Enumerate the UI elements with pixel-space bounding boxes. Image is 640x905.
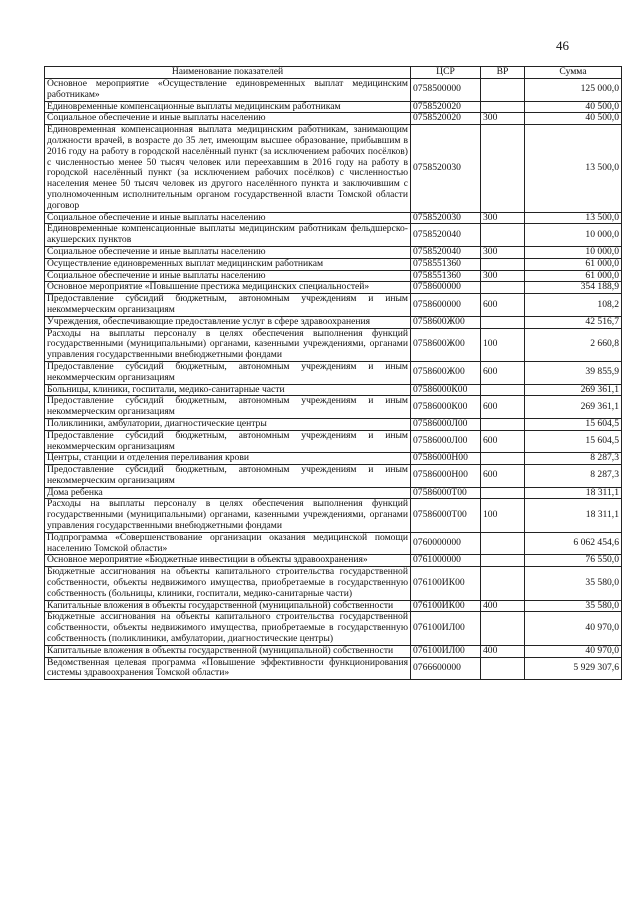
- row-csr-code: 0758520020: [411, 113, 481, 125]
- table-row: [45, 79, 622, 102]
- header-name: Наименование показателей: [45, 67, 411, 79]
- row-csr-code: 0761000000: [411, 555, 481, 567]
- row-csr-code: 076100ИК00: [411, 567, 481, 600]
- table-row: [45, 361, 622, 384]
- row-sum: 18 311,1: [525, 487, 622, 499]
- header-vr: ВР: [481, 67, 525, 79]
- row-sum: 15 604,5: [525, 418, 622, 430]
- row-vr-code: 600: [481, 294, 525, 317]
- table-row: [45, 282, 622, 294]
- row-csr-code: 07586000Т00: [411, 487, 481, 499]
- row-csr-code: 0766600000: [411, 657, 481, 680]
- row-vr-code: 600: [481, 361, 525, 384]
- table-row: [45, 465, 622, 488]
- table-row: [45, 612, 622, 645]
- table-row: [45, 600, 622, 612]
- header-csr: ЦСР: [411, 67, 481, 79]
- row-sum: 2 660,8: [525, 328, 622, 361]
- table-row: [45, 270, 622, 282]
- row-vr-code: [481, 384, 525, 396]
- row-sum: 18 311,1: [525, 499, 622, 532]
- row-sum: 6 062 454,6: [525, 532, 622, 555]
- row-vr-code: [481, 487, 525, 499]
- row-name: Центры, станции и отделения переливания крови: [45, 453, 411, 465]
- row-csr-code: 07586000Н00: [411, 465, 481, 488]
- row-csr-code: 0758520040: [411, 224, 481, 247]
- row-name: Основное мероприятие «Повышение престижа медицинских специальностей»: [45, 282, 411, 294]
- row-csr-code: 076100ИЛ00: [411, 612, 481, 645]
- table-row: [45, 224, 622, 247]
- row-csr-code: 0758600Ж00: [411, 361, 481, 384]
- table-row: [45, 384, 622, 396]
- row-csr-code: 07586000Т00: [411, 499, 481, 532]
- row-vr-code: 300: [481, 246, 525, 258]
- row-sum: 13 500,0: [525, 125, 622, 212]
- row-name: Осуществление единовременных выплат медицинским работникам: [45, 258, 411, 270]
- row-name: Основное мероприятие «Бюджетные инвестиции в объекты здравоохранения»: [45, 555, 411, 567]
- row-name: Предоставление субсидий бюджетным, автономным учреждениям и иным некоммерческим организациям: [45, 361, 411, 384]
- table-row: [45, 430, 622, 453]
- row-csr-code: 076100ИК00: [411, 600, 481, 612]
- row-name: Капитальные вложения в объекты государственной (муниципальной) собственности: [45, 600, 411, 612]
- row-name: Капитальные вложения в объекты государственной (муниципальной) собственности: [45, 645, 411, 657]
- row-sum: 35 580,0: [525, 567, 622, 600]
- table-row: [45, 645, 622, 657]
- row-csr-code: 0758520030: [411, 212, 481, 224]
- row-csr-code: 07586000К00: [411, 396, 481, 419]
- row-vr-code: [481, 79, 525, 102]
- row-csr-code: 0758500000: [411, 79, 481, 102]
- row-name: Бюджетные ассигнования на объекты капитального строительства государственной собственности, объекты недвижимого имущества, приобретаемые в государственную собственность (поликлиники, амбулатории, диагностические центры): [45, 612, 411, 645]
- row-vr-code: [481, 418, 525, 430]
- row-vr-code: 300: [481, 270, 525, 282]
- row-vr-code: [481, 612, 525, 645]
- row-vr-code: [481, 532, 525, 555]
- row-csr-code: 07586000К00: [411, 384, 481, 396]
- row-csr-code: 0758600000: [411, 282, 481, 294]
- header-sum: Сумма: [525, 67, 622, 79]
- row-vr-code: 100: [481, 499, 525, 532]
- table-row: [45, 316, 622, 328]
- row-sum: 10 000,0: [525, 224, 622, 247]
- row-csr-code: 0758600Ж00: [411, 316, 481, 328]
- budget-table: [44, 66, 622, 680]
- row-vr-code: [481, 282, 525, 294]
- row-name: Предоставление субсидий бюджетным, автономным учреждениям и иным некоммерческим организациям: [45, 430, 411, 453]
- row-name: Ведомственная целевая программа «Повышение эффективности функционирования системы здравоохранения Томской области»: [45, 657, 411, 680]
- table-row: [45, 396, 622, 419]
- row-sum: 5 929 307,6: [525, 657, 622, 680]
- table-row: [45, 294, 622, 317]
- row-vr-code: [481, 224, 525, 247]
- row-vr-code: [481, 555, 525, 567]
- row-csr-code: 0758520040: [411, 246, 481, 258]
- table-row: [45, 258, 622, 270]
- row-vr-code: [481, 101, 525, 113]
- table-row: [45, 101, 622, 113]
- row-sum: 354 188,9: [525, 282, 622, 294]
- row-name: Социальное обеспечение и иные выплаты населению: [45, 270, 411, 282]
- row-sum: 8 287,3: [525, 453, 622, 465]
- row-sum: 40 500,0: [525, 113, 622, 125]
- row-vr-code: [481, 453, 525, 465]
- row-sum: 13 500,0: [525, 212, 622, 224]
- row-name: Расходы на выплаты персоналу в целях обеспечения выполнения функций государственными (муниципальными) органами, казенными учреждениями, органами управления государственными внебюджетными фондами: [45, 328, 411, 361]
- row-csr-code: 0758520030: [411, 125, 481, 212]
- table-row: [45, 657, 622, 680]
- row-name: Социальное обеспечение и иные выплаты населению: [45, 246, 411, 258]
- row-name: Социальное обеспечение и иные выплаты населению: [45, 212, 411, 224]
- row-vr-code: 400: [481, 645, 525, 657]
- table-body: [45, 79, 622, 680]
- row-sum: 42 516,7: [525, 316, 622, 328]
- row-name: Предоставление субсидий бюджетным, автономным учреждениям и иным некоммерческим организациям: [45, 294, 411, 317]
- row-sum: 269 361,1: [525, 384, 622, 396]
- table-header-row: [45, 67, 622, 79]
- row-name: Учреждения, обеспечивающие предоставление услуг в сфере здравоохранения: [45, 316, 411, 328]
- table-row: [45, 113, 622, 125]
- row-vr-code: 600: [481, 465, 525, 488]
- row-sum: 10 000,0: [525, 246, 622, 258]
- row-name: Основное мероприятие «Осуществление единовременных выплат медицинским работникам»: [45, 79, 411, 102]
- table-row: [45, 125, 622, 212]
- row-sum: 40 970,0: [525, 612, 622, 645]
- row-sum: 61 000,0: [525, 270, 622, 282]
- row-csr-code: 07586000Н00: [411, 453, 481, 465]
- row-sum: 8 287,3: [525, 465, 622, 488]
- row-vr-code: 400: [481, 600, 525, 612]
- row-csr-code: 07586000Л00: [411, 430, 481, 453]
- table-row: [45, 499, 622, 532]
- row-csr-code: 0758551360: [411, 258, 481, 270]
- table-row: [45, 453, 622, 465]
- row-vr-code: [481, 258, 525, 270]
- row-vr-code: [481, 316, 525, 328]
- row-name: Предоставление субсидий бюджетным, автономным учреждениям и иным некоммерческим организациям: [45, 465, 411, 488]
- table-row: [45, 246, 622, 258]
- row-name: Единовременные компенсационные выплаты медицинским работникам фельдшерско-акушерских пунктов: [45, 224, 411, 247]
- row-csr-code: 076100ИЛ00: [411, 645, 481, 657]
- row-sum: 76 550,0: [525, 555, 622, 567]
- row-csr-code: 0758551360: [411, 270, 481, 282]
- row-name: Расходы на выплаты персоналу в целях обеспечения выполнения функций государственными (муниципальными) органами, казенными учреждениями, органами управления государственными внебюджетными фондами: [45, 499, 411, 532]
- row-sum: 35 580,0: [525, 600, 622, 612]
- row-name: Единовременные компенсационные выплаты медицинским работникам: [45, 101, 411, 113]
- row-vr-code: 100: [481, 328, 525, 361]
- row-name: Дома ребенка: [45, 487, 411, 499]
- row-name: Поликлиники, амбулатории, диагностические центры: [45, 418, 411, 430]
- row-sum: 40 970,0: [525, 645, 622, 657]
- row-sum: 125 000,0: [525, 79, 622, 102]
- row-vr-code: 300: [481, 212, 525, 224]
- row-sum: 15 604,5: [525, 430, 622, 453]
- row-vr-code: [481, 567, 525, 600]
- row-csr-code: 0760000000: [411, 532, 481, 555]
- row-name: Больницы, клиники, госпитали, медико-санитарные части: [45, 384, 411, 396]
- table-row: [45, 328, 622, 361]
- table-row: [45, 212, 622, 224]
- row-csr-code: 0758520020: [411, 101, 481, 113]
- row-sum: 61 000,0: [525, 258, 622, 270]
- row-vr-code: 600: [481, 430, 525, 453]
- table-row: [45, 418, 622, 430]
- table-row: [45, 487, 622, 499]
- row-sum: 108,2: [525, 294, 622, 317]
- row-sum: 269 361,1: [525, 396, 622, 419]
- row-csr-code: 07586000Л00: [411, 418, 481, 430]
- row-name: Социальное обеспечение и иные выплаты населению: [45, 113, 411, 125]
- row-name: Подпрограмма «Совершенствование организации оказания медицинской помощи населению Томской области»: [45, 532, 411, 555]
- table-row: [45, 555, 622, 567]
- row-vr-code: 300: [481, 113, 525, 125]
- row-name: Единовременная компенсационная выплата медицинским работникам, занимающим должности врачей, в возрасте до 35 лет, имеющим высшее образование, прибывшим в 2016 году на работу в городской населённый пункт (за исключением рабочих посёлков) с численностью менее 50 тысяч человек или переехавшим в 2016 году на работу в городской населённый пункт (за исключением рабочих посёлков) с численностью населения менее 50 тысяч человек из другого населённого пункта и заключившим с уполномоченным исполнительным органом государственной власти Томской области договор: [45, 125, 411, 212]
- row-name: Предоставление субсидий бюджетным, автономным учреждениям и иным некоммерческим организациям: [45, 396, 411, 419]
- row-vr-code: [481, 657, 525, 680]
- row-sum: 40 500,0: [525, 101, 622, 113]
- row-csr-code: 0758600Ж00: [411, 328, 481, 361]
- table-row: [45, 532, 622, 555]
- row-name: Бюджетные ассигнования на объекты капитального строительства государственной собственности, объекты недвижимого имущества, приобретаемые в государственную собственность (больницы, клиники, госпитали, медико-санитарные части): [45, 567, 411, 600]
- row-sum: 39 855,9: [525, 361, 622, 384]
- page-number: 46: [556, 38, 569, 53]
- row-vr-code: 600: [481, 396, 525, 419]
- row-csr-code: 0758600000: [411, 294, 481, 317]
- table-row: [45, 567, 622, 600]
- row-vr-code: [481, 125, 525, 212]
